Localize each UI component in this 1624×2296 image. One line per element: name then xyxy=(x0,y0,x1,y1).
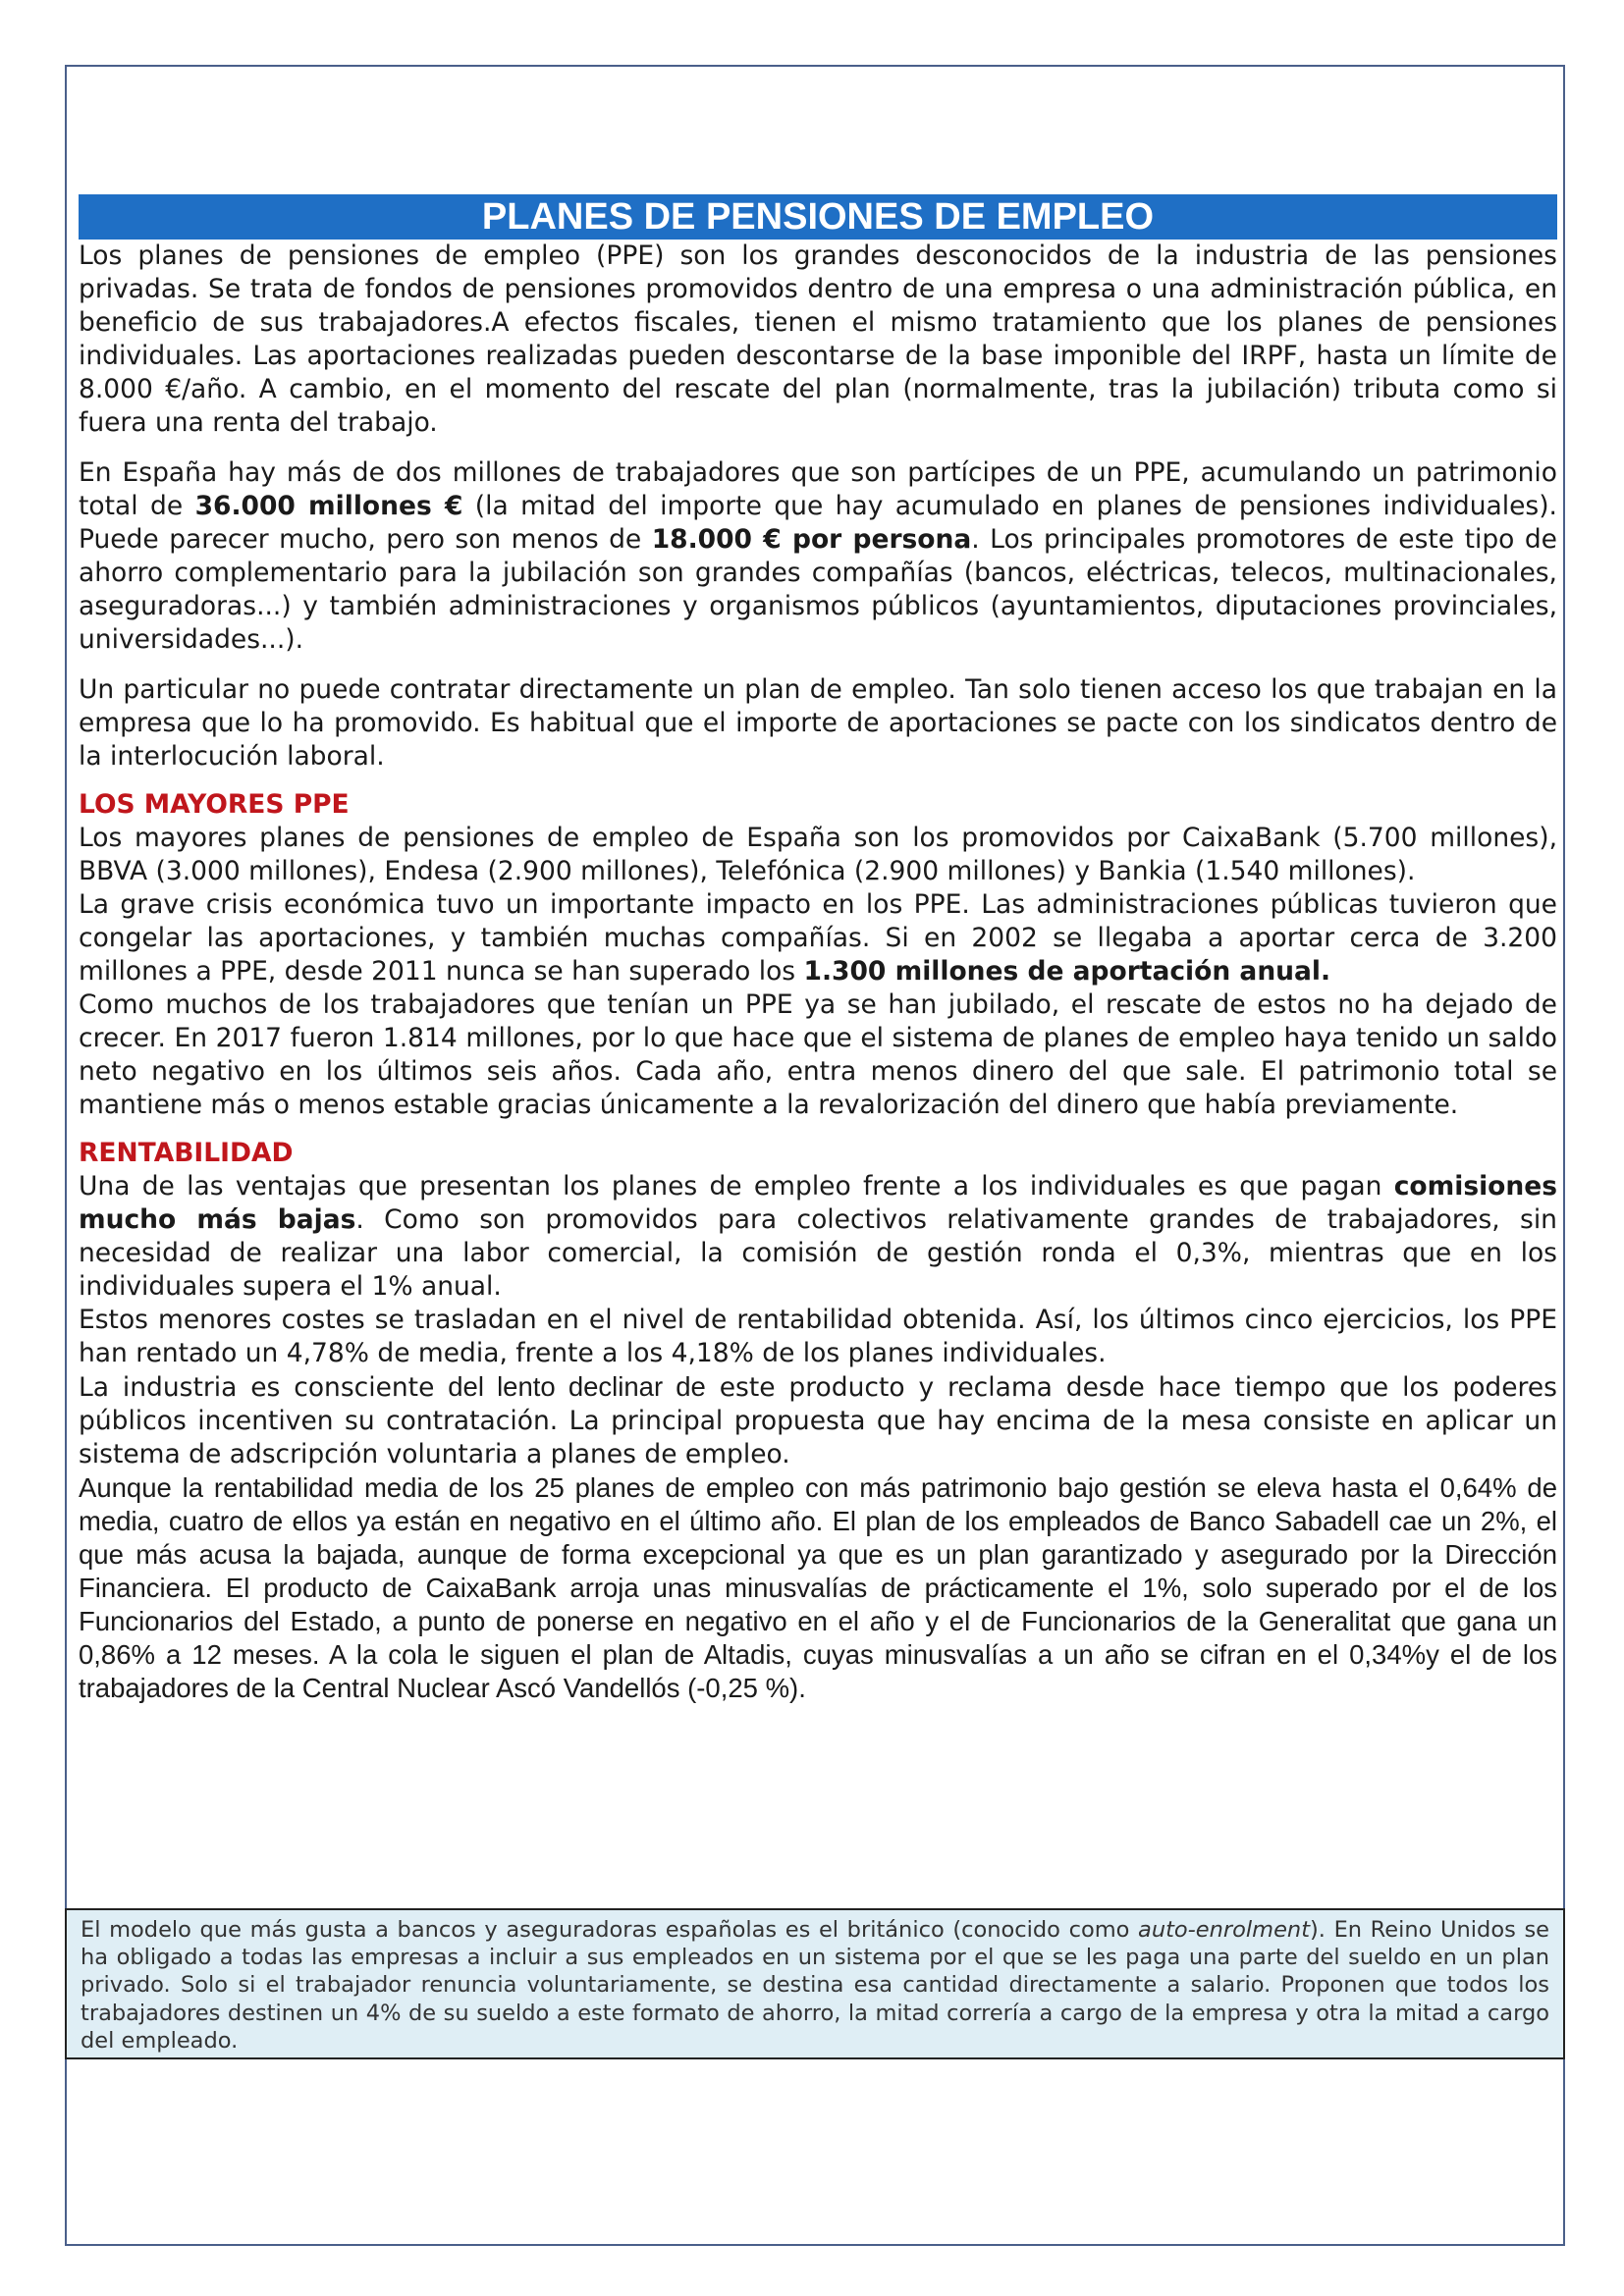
rentabilidad-paragraph-2: Estos menores costes se trasladan en el nivel de rentabilidad obtenida. Así, los últimos cinco ejercicios, los PPE han rentado un 4,78% de media, frente a los 4,18% de los planes individuales. xyxy=(79,1305,1557,1368)
rentabilidad-paragraph-4: Aunque la rentabilidad media de los 25 planes de empleo con más patrimonio bajo gestión se eleva hasta el 0,64% de media, cuatro de ellos ya están en negativo en el último año. El plan de los empleados de Banco Sabadell cae un 2%, el que más acusa la bajada, aunque de forma excepcional ya que es un plan garantizado y asegurado por la Dirección Financiera. El producto de CaixaBank arroja unas minusvalías de prácticamente el 1%, solo superado por el de los Funcionarios del Estado, a punto de ponerse en negativo en el año y el de Funcionarios de la Generalitat que gana un 0,86% a 12 meses. A la cola le siguen el plan de Altadis, cuyas minusvalías a un año se cifran en el 0,34%y el de los trabajadores de la Central Nuclear Ascó Vandellós (-0,25 %). xyxy=(79,1472,1557,1703)
text-span: . Los principales promotores de este tipo de ahorro complementario para la jubilación son grandes compañías (bancos, eléctricas, telecos, multinacionales, aseguradoras...) y también administraciones y organismos públicos (ayuntamientos, diputaciones provinciales, universidades...). xyxy=(79,524,1557,655)
highlight-annual-contribution: 1.300 millones de aportación anual. xyxy=(803,956,1331,987)
text-span: En España hay más de dos millones de trabajadores que son partícipes de un PPE, acumulando un patrimonio total de xyxy=(79,457,1557,521)
info-callout-box xyxy=(65,1908,1565,2059)
mayores-paragraph-1: Los mayores planes de pensiones de empleo de España son los promovidos por CaixaBank (5.700 millones), BBVA (3.000 millones), Endesa (2.900 millones), Telefónica (2.900 millones) y Bankia (1.540 millones). xyxy=(79,823,1557,886)
emphasis-term: auto-enrolment xyxy=(1138,1917,1311,1943)
callout-text xyxy=(81,1916,1549,2055)
text-span: Una de las ventajas que presentan los planes de empleo frente a los individuales es que pagan xyxy=(79,1171,1394,1201)
rentabilidad-paragraph-3 xyxy=(79,1370,1557,1471)
mayores-paragraph-2 xyxy=(79,888,1557,988)
intro-paragraph-1: Los planes de pensiones de empleo (PPE) son los grandes desconocidos de la industria de las pensiones privadas. Se trata de fondos de pensiones promovidos dentro de una empresa o una administración pública, en beneficio de sus trabajadores.A efectos fiscales, tienen el mismo tratamiento que los planes de pensiones individuales. Las aportaciones realizadas pueden descontarse de la base imponible del IRPF, hasta un límite de 8.000 €/año. A cambio, en el momento del rescate del plan (normalmente, tras la jubilación) tributa como si fuera una renta del trabajo. xyxy=(79,240,1557,438)
intro-paragraph-3: Un particular no puede contratar directamente un plan de empleo. Tan solo tienen acceso los que trabajan en la empresa que lo ha promovido. Es habitual que el importe de aportaciones se pacte con los sindicatos dentro de la interlocución laboral. xyxy=(79,674,1557,772)
rentabilidad-paragraph-1 xyxy=(79,1170,1557,1304)
text-span: La grave crisis económica tuvo un importante impacto en los PPE. Las administraciones públicas tuvieron que congelar las aportaciones, y también muchas compañías. Si en 2002 se llegaba a aportar cerca de 3.200 millones a PPE, desde 2011 nunca se han superado los xyxy=(79,889,1557,987)
text-span: del lento declinar de xyxy=(448,1371,706,1402)
page-title: PLANES DE PENSIONES DE EMPLEO xyxy=(79,194,1557,240)
article xyxy=(79,194,1557,1705)
text-span: ). En Reino Unidos se ha obligado a todas las empresas a incluir a sus empleados en un sistema por el que se les paga una parte del sueldo en un plan privado. Solo si el trabajador renuncia voluntariamente, se destina esa cantidad directamente a salario. Proponen que todos los trabajadores destinen un 4% de su sueldo a este formato de ahorro, la mitad correría a cargo de la empresa y otra la mitad a cargo del empleado. xyxy=(81,1917,1550,2054)
highlight-per-person: 18.000 € por persona xyxy=(651,524,972,555)
section-heading-mayores: LOS MAYORES PPE xyxy=(79,789,350,820)
text-span: este producto y reclama desde hace tiempo que los poderes públicos incentiven su contratación. La principal propuesta que hay encima de la mesa consiste en aplicar un sistema de adscripción voluntaria a planes de empleo. xyxy=(79,1372,1557,1469)
text-span: (la mitad del importe que hay acumulado en planes de pensiones individuales). Puede parecer mucho, pero son menos de xyxy=(79,491,1557,555)
intro-paragraph-2 xyxy=(79,456,1557,657)
highlight-low-fees: comisiones mucho más bajas xyxy=(79,1171,1557,1235)
text-span: El modelo que más gusta a bancos y aseguradoras españolas es el británico (conocido como xyxy=(81,1917,1139,1943)
highlight-total-assets: 36.000 millones € xyxy=(194,491,463,521)
text-span: . Como son promovidos para colectivos relativamente grandes de trabajadores, sin necesidad de realizar una labor comercial, la comisión de gestión ronda el 0,3%, mientras que en los individuales supera el 1% anual. xyxy=(79,1204,1557,1302)
section-heading-rentabilidad: RENTABILIDAD xyxy=(79,1138,294,1168)
mayores-paragraph-3: Como muchos de los trabajadores que tenían un PPE ya se han jubilado, el rescate de estos no ha dejado de crecer. En 2017 fueron 1.814 millones, por lo que hace que el sistema de planes de empleo haya tenido un saldo neto negativo en los últimos seis años. Cada año, entra menos dinero del que sale. El patrimonio total se mantiene más o menos estable gracias únicamente a la revalorización del dinero que había previamente. xyxy=(79,989,1557,1120)
text-span: La industria es consciente xyxy=(79,1372,449,1403)
